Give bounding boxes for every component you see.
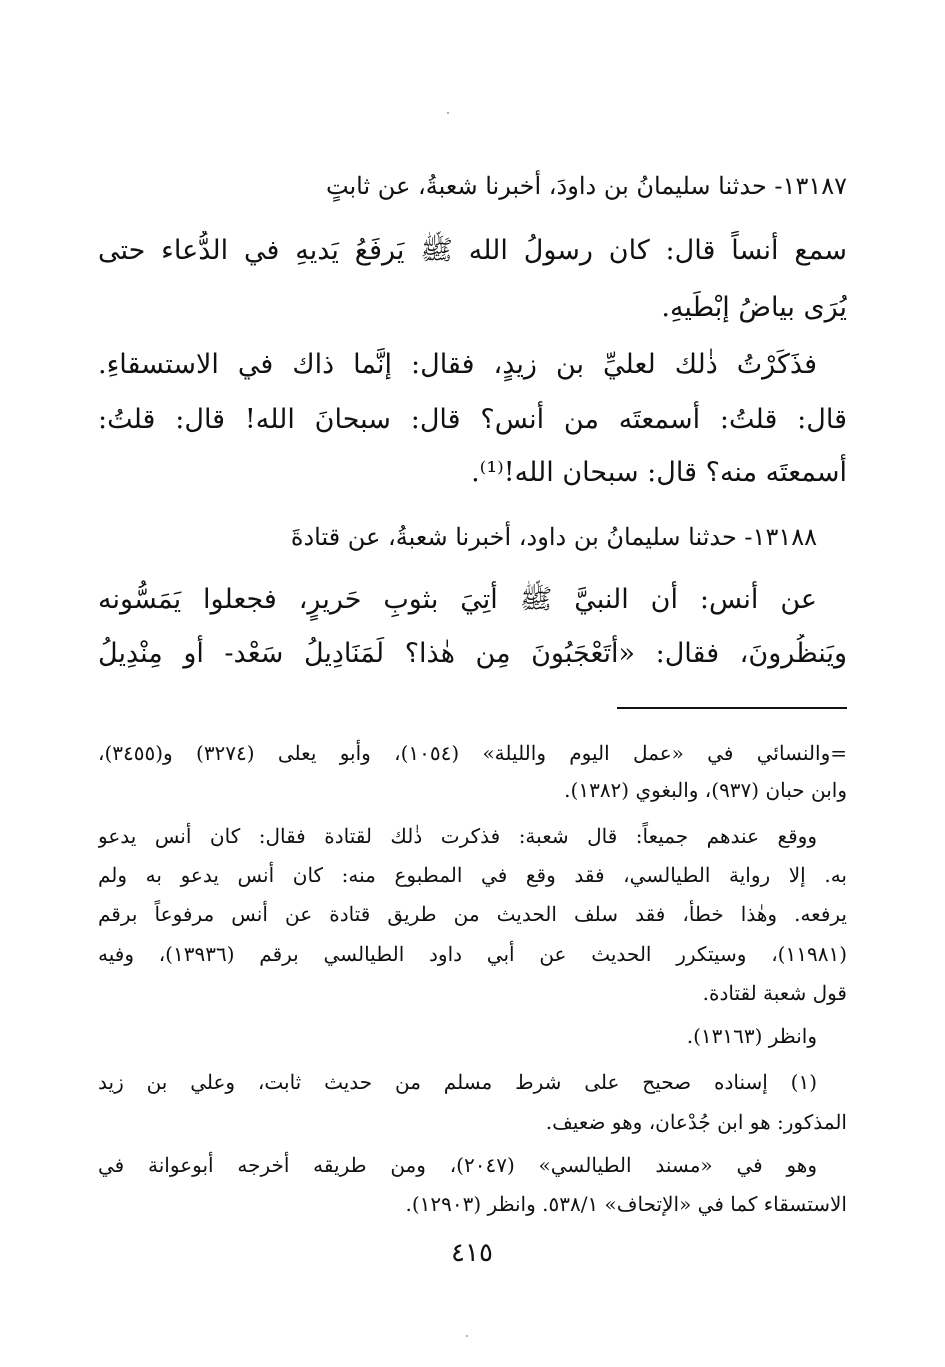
footnote-1-line: الاستسقاء كما في «الإتحاف» ٥٣٨/١. وانظر (١٢٩٠٣). bbox=[405, 1192, 847, 1216]
hadith-13187-text-line: قال: قلتُ: أسمعتَه من أنس؟ قال: سبحانَ الله! قال: قلتُ: bbox=[98, 404, 847, 435]
footnote-1-line: وهو في «مسند الطيالسي» (٢٠٤٧)، ومن طريقه أخرجه أبوعوانة في bbox=[98, 1153, 817, 1177]
hadith-13187-text-line: أسمعتَه منه؟ قال: سبحان الله!⁽¹⁾. bbox=[471, 457, 847, 488]
scan-speck bbox=[466, 1335, 468, 1337]
footnote-line: يرفعه. وهٰذا خطأ، فقد سلف الحديث من طريق قتادة عن أنس مرفوعاً برقم bbox=[98, 902, 847, 926]
hadith-13187-heading: ١٣١٨٧- حدثنا سليمانُ بن داودَ، أخبرنا شعبةُ، عن ثابتٍ bbox=[325, 172, 847, 200]
footnote-1-line: المذكور: هو ابن جُدْعان، وهو ضعيف. bbox=[545, 1110, 847, 1134]
footnote-line: وانظر (١٣١٦٣). bbox=[686, 1024, 817, 1048]
hadith-13188-text-line: عن أنس: أن النبيَّ ﷺ أُتِيَ بثوبِ حَريرٍ، فجعلوا يَمَسُّونه bbox=[98, 584, 817, 615]
footnote-line: به. إلا رواية الطيالسي، فقد وقع في المطبوع منه: كان أنس يدعو به ولم bbox=[98, 863, 847, 887]
hadith-13188-text-line: ويَنظُرونَ، فقال: «أتَعْجَبُونَ مِن هٰذا؟ لَمَنَادِيلُ سَعْد- أو مِنْدِيلُ bbox=[98, 638, 847, 669]
footnote-line: قول شعبة لقتادة. bbox=[702, 981, 847, 1005]
hadith-13187-text-line: فذَكَرْتُ ذٰلك لعليِّ بن زيدٍ، فقال: إنَّما ذاك في الاستسقاءِ. bbox=[98, 349, 817, 380]
page-number: ٤١٥ bbox=[451, 1238, 493, 1268]
hadith-13187-text-line: سمع أنساً قال: كان رسولُ الله ﷺ يَرفَعُ يَديهِ في الدُّعاء حتى bbox=[98, 235, 847, 266]
footnote-line: ووقع عندهم جميعاً: قال شعبة: فذكرت ذٰلك لقتادة فقال: كان أنس يدعو bbox=[98, 824, 817, 848]
footnote-1-line: (١) إسناده صحيح على شرط مسلم من حديث ثابت، وعلي بن زيد bbox=[98, 1070, 817, 1094]
hadith-13187-text-line: يُرَى بياضُ إبْطَيهِ. bbox=[661, 292, 847, 323]
scan-speck bbox=[447, 112, 449, 114]
hadith-13188-heading: ١٣١٨٨- حدثنا سليمانُ بن داود، أخبرنا شعبةُ، عن قتادةَ bbox=[290, 523, 817, 551]
footnote-line: (١١٩٨١)، وسيتكرر الحديث عن أبي داود الطيالسي برقم (١٣٩٣٦)، وفيه bbox=[98, 942, 847, 966]
footnote-line: وابن حبان (٩٣٧)، والبغوي (١٣٨٢). bbox=[564, 778, 847, 802]
footnote-separator bbox=[617, 707, 847, 709]
footnote-line: =والنسائي في «عمل اليوم والليلة» (١٠٥٤)، وأبو يعلى (٣٢٧٤) و(٣٤٥٥)، bbox=[98, 741, 847, 765]
